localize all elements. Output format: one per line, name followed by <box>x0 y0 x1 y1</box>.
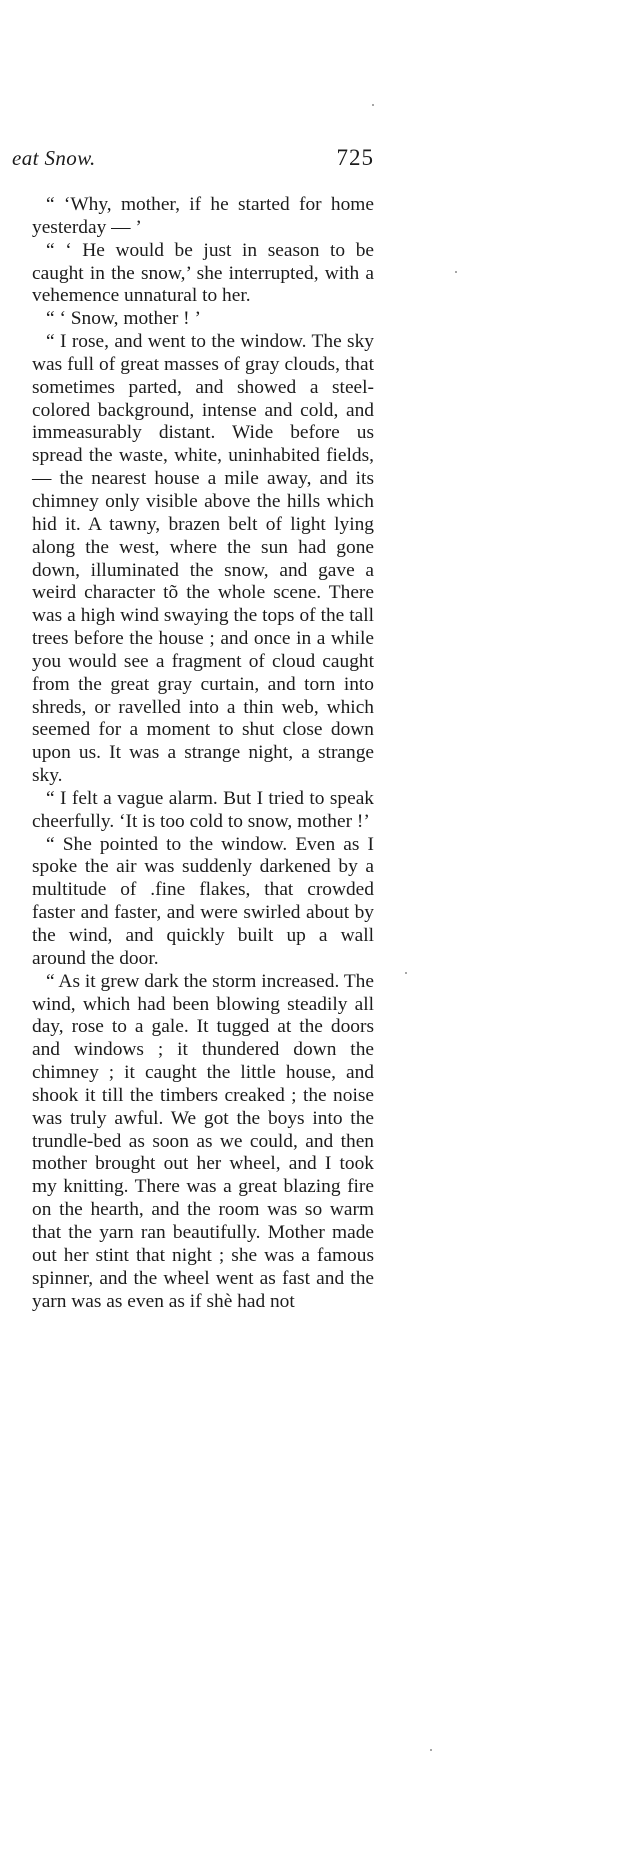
running-title: eat Snow. <box>12 146 96 170</box>
print-speck <box>455 271 457 273</box>
print-speck <box>405 972 407 974</box>
text-column <box>32 194 374 1313</box>
print-speck <box>372 104 374 106</box>
paragraph: “ She pointed to the window. Even as I spoke the air was suddenly darkened by a multitude of .fine flakes, that crowded faster and faster, and were swirled about by the wind, and quickly built up a wall around the door. <box>32 833 374 969</box>
print-speck <box>430 1749 432 1751</box>
paragraph: “ I rose, and went to the window. The sky was full of great masses of gray clouds, that sometimes parted, and showed a steel-colored background, intense and cold, and immeasurably distant. Wide before us spread the waste, white, uninhabited fields, — the nearest house a mile away, and its chimney only visible above the hills which hid it. A tawny, brazen belt of light lying along the west, where the sun had gone down, illuminated the snow, and gave a weird character tõ the whole scene. There was a high wind swaying the tops of the tall trees before the house ; and once in a while you would see a fragment of cloud caught from the great gray curtain, and torn into shreds, or ravelled into a thin web, which seemed for a moment to shut close down upon us. It was a strange night, a strange sky. <box>32 331 374 787</box>
page-header <box>12 146 374 186</box>
page-number: 725 <box>336 145 374 170</box>
paragraph: “ I felt a vague alarm. But I tried to speak cheerfully. ‘It is too cold to snow, mother !’ <box>32 787 374 832</box>
paragraph: “ ‘ Snow, mother ! ’ <box>46 308 201 330</box>
paragraph: “ As it grew dark the storm increased. The wind, which had been blowing steadily all day, rose to a gale. It tugged at the doors and windows ; it thundered down the chimney ; it caught the little house, and shook it till the timbers creaked ; the noise was truly awful. We got the boys into the trundle-bed as soon as we could, and then mother brought out her wheel, and I took my knitting. There was a great blazing fire on the hearth, and the room was so warm that the yarn ran beautifully. Mother made out her stint that night ; she was a famous spinner, and the wheel went as fast and the yarn was as even as if shè had not <box>32 970 374 1312</box>
paragraph: “ ‘Why, mother, if he started for home yesterday — ’ <box>32 194 374 238</box>
paragraph: “ ‘ He would be just in season to be caught in the snow,’ she interrupted, with a vehemence unnatural to her. <box>32 239 374 307</box>
